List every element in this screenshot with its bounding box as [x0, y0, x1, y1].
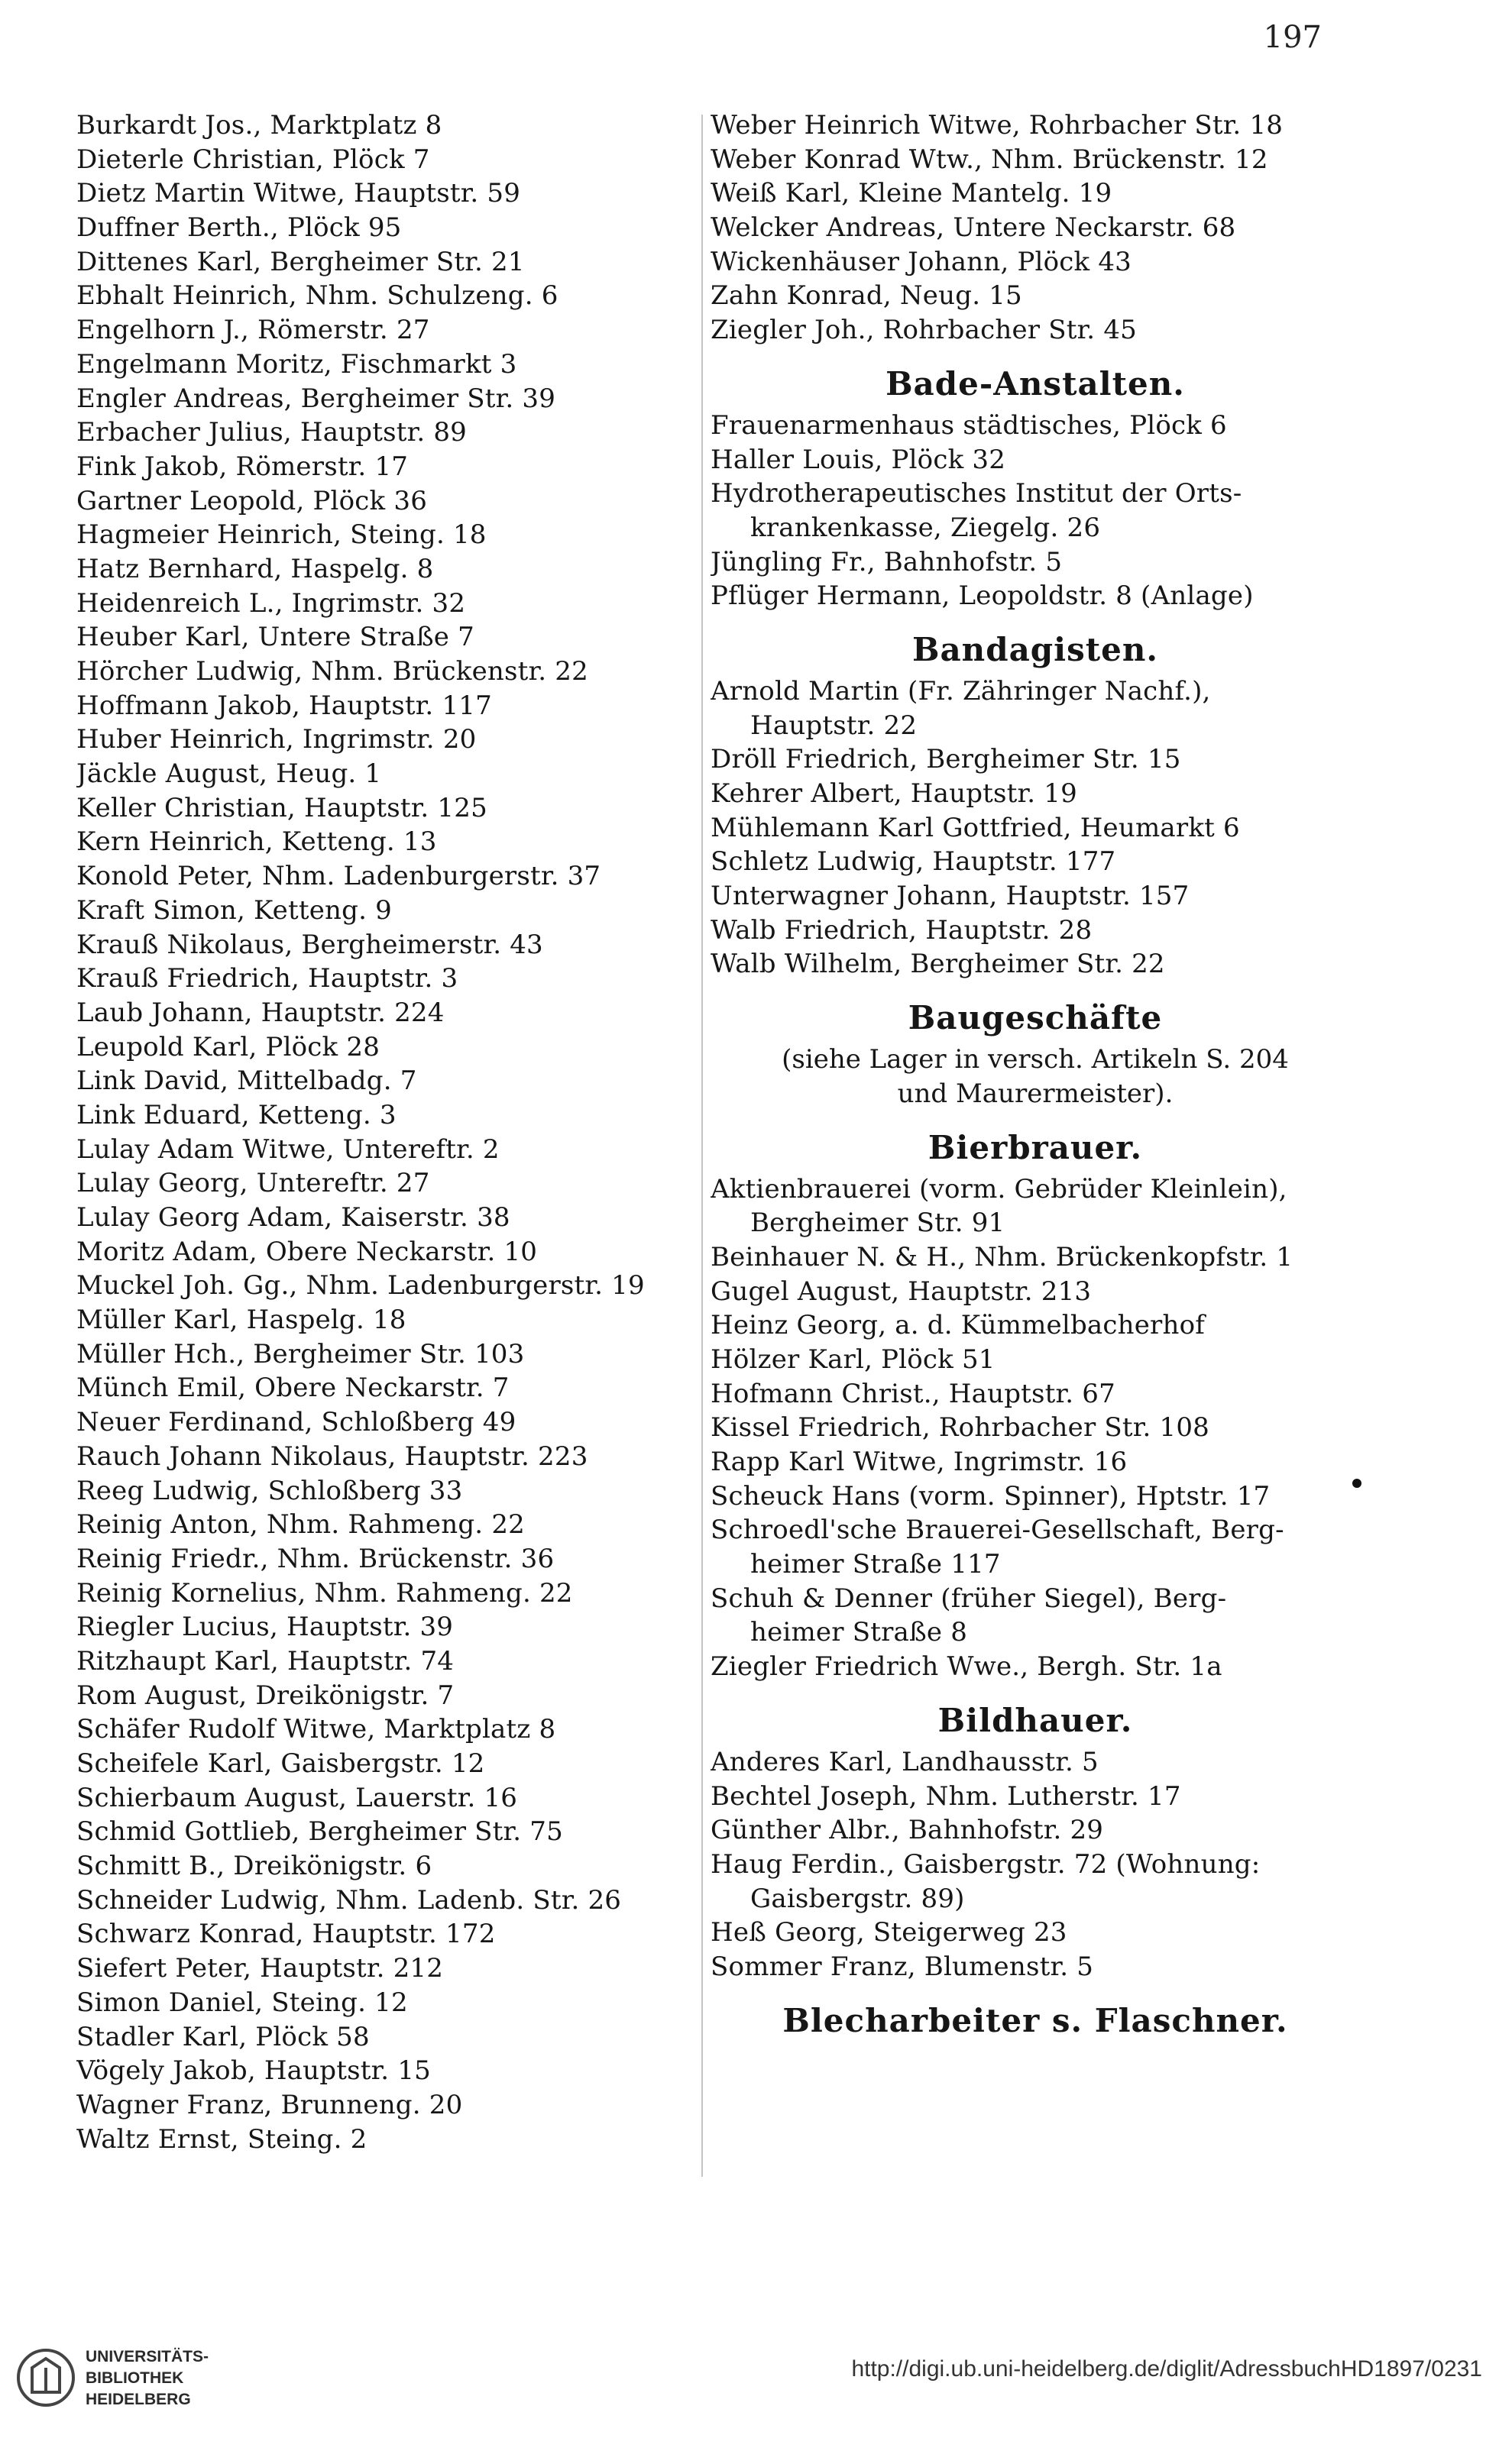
directory-entry: Kissel Friedrich, Rohrbacher Str. 108	[711, 1412, 1210, 1444]
directory-entry: Engelmann Moritz, Fischmarkt 3	[76, 348, 517, 380]
directory-entry: Weber Heinrich Witwe, Rohrbacher Str. 18	[711, 110, 1284, 141]
directory-entry: Dietz Martin Witwe, Hauptstr. 59	[76, 178, 521, 209]
directory-entry: Heidenreich L., Ingrimstr. 32	[76, 587, 466, 619]
directory-entry: Heinz Georg, a. d. Kümmelbacherhof	[711, 1310, 1206, 1341]
directory-entry: Scheifele Karl, Gaisbergstr. 12	[76, 1748, 485, 1779]
directory-entry: Zahn Konrad, Neug. 15	[711, 280, 1022, 312]
section-note: (siehe Lager in versch. Artikeln S. 204	[782, 1044, 1289, 1075]
directory-entry: Aktienbrauerei (vorm. Gebrüder Kleinlein),	[711, 1173, 1287, 1205]
directory-entry: krankenkasse, Ziegelg. 26	[750, 512, 1101, 543]
directory-entry: Link Eduard, Ketteng. 3	[76, 1099, 397, 1130]
right-column	[711, 108, 1360, 2045]
directory-entry: Anderes Karl, Landhausstr. 5	[711, 1746, 1099, 1777]
directory-entry: Schäfer Rudolf Witwe, Marktplatz 8	[76, 1714, 556, 1745]
directory-entry: Walb Wilhelm, Bergheimer Str. 22	[711, 949, 1165, 980]
closing-heading: Blecharbeiter s. Flaschner.	[782, 2001, 1288, 2039]
directory-entry: Dröll Friedrich, Bergheimer Str. 15	[711, 744, 1181, 775]
directory-entry: Hatz Bernhard, Haspelg. 8	[76, 553, 434, 584]
directory-entry: Münch Emil, Obere Neckarstr. 7	[76, 1373, 510, 1404]
directory-entry: Schletz Ludwig, Hauptstr. 177	[711, 846, 1116, 878]
library-logo-text	[86, 2346, 209, 2411]
directory-entry: Stadler Karl, Plöck 58	[76, 2021, 370, 2052]
directory-entry: Lulay Adam Witwe, Untereftr. 2	[76, 1133, 500, 1165]
directory-entry: Siefert Peter, Hauptstr. 212	[76, 1953, 444, 1984]
directory-entry: Bechtel Joseph, Nhm. Lutherstr. 17	[711, 1780, 1181, 1812]
library-logo-icon	[15, 2345, 76, 2411]
directory-entry: Schwarz Konrad, Hauptstr. 172	[76, 1919, 496, 1950]
directory-entry: Laub Johann, Hauptstr. 224	[76, 997, 445, 1028]
directory-entry: Hauptstr. 22	[750, 710, 918, 741]
directory-entry: Lulay Georg, Untereftr. 27	[76, 1168, 430, 1199]
directory-entry: Sommer Franz, Blumenstr. 5	[711, 1951, 1094, 1982]
page-number: 197	[1263, 20, 1322, 55]
directory-entry: Reinig Kornelius, Nhm. Rahmeng. 22	[76, 1577, 573, 1609]
section-heading: Bildhauer.	[937, 1701, 1133, 1739]
directory-entry: Hofmann Christ., Hauptstr. 67	[711, 1378, 1115, 1409]
directory-entry: Haug Ferdin., Gaisbergstr. 72 (Wohnung:	[711, 1848, 1261, 1880]
directory-entry: Reinig Anton, Nhm. Rahmeng. 22	[76, 1509, 525, 1541]
directory-entry: Neuer Ferdinand, Schloßberg 49	[76, 1407, 516, 1438]
section-heading: Baugeschäfte	[908, 999, 1163, 1037]
directory-entry: Schmid Gottlieb, Bergheimer Str. 75	[76, 1816, 563, 1848]
directory-entry: Reeg Ludwig, Schloßberg 33	[76, 1475, 463, 1506]
directory-entry: Gugel August, Hauptstr. 213	[711, 1276, 1092, 1307]
directory-entry: Engelhorn J., Römerstr. 27	[76, 315, 430, 346]
directory-entry: Lulay Georg Adam, Kaiserstr. 38	[76, 1202, 510, 1233]
directory-entry: Simon Daniel, Steing. 12	[76, 1987, 408, 2018]
directory-entry: Frauenarmenhaus städtisches, Plöck 6	[711, 409, 1227, 441]
directory-entry: Kern Heinrich, Ketteng. 13	[76, 826, 437, 858]
directory-entry: Engler Andreas, Bergheimer Str. 39	[76, 383, 556, 414]
logo-line: BIBLIOTHEK	[86, 2369, 184, 2387]
library-logo	[15, 2339, 336, 2423]
directory-entry: Schroedl'sche Brauerei-Gesellschaft, Berg-	[711, 1515, 1284, 1546]
directory-entry: Müller Hch., Bergheimer Str. 103	[76, 1338, 525, 1369]
section-heading: Bade-Anstalten.	[885, 364, 1185, 403]
directory-entry: Walb Friedrich, Hauptstr. 28	[711, 914, 1093, 946]
directory-entry: Wickenhäuser Johann, Plöck 43	[711, 246, 1132, 277]
directory-entry: Ziegler Friedrich Wwe., Bergh. Str. 1a	[711, 1651, 1222, 1683]
directory-entry: Rom August, Dreikönigstr. 7	[76, 1680, 455, 1711]
directory-entry: Hagmeier Heinrich, Steing. 18	[76, 519, 487, 551]
directory-entry: Hörcher Ludwig, Nhm. Brückenstr. 22	[76, 656, 588, 687]
directory-entry: Hölzer Karl, Plöck 51	[711, 1344, 996, 1375]
directory-entry: Hoffmann Jakob, Hauptstr. 117	[76, 690, 492, 721]
directory-entry: Hydrotherapeutisches Institut der Orts-	[711, 478, 1242, 509]
directory-entry: Jüngling Fr., Bahnhofstr. 5	[711, 546, 1063, 577]
directory-entry: Mühlemann Karl Gottfried, Heumarkt 6	[711, 812, 1240, 843]
directory-entry: Ebhalt Heinrich, Nhm. Schulzeng. 6	[76, 280, 558, 312]
section-heading: Bandagisten.	[911, 630, 1159, 668]
directory-entry: Ritzhaupt Karl, Hauptstr. 74	[76, 1645, 455, 1677]
directory-entry: Dittenes Karl, Bergheimer Str. 21	[76, 246, 525, 277]
directory-entry: Bergheimer Str. 91	[750, 1208, 1005, 1239]
directory-entry: Scheuck Hans (vorm. Spinner), Hptstr. 17	[711, 1480, 1271, 1512]
directory-entry: Ziegler Joh., Rohrbacher Str. 45	[711, 315, 1137, 346]
directory-entry: Vögely Jakob, Hauptstr. 15	[76, 2055, 431, 2087]
logo-line: UNIVERSITÄTS-	[86, 2348, 209, 2365]
directory-entry: Krauß Friedrich, Hauptstr. 3	[76, 963, 458, 994]
directory-entry: Weber Konrad Wtw., Nhm. Brückenstr. 12	[711, 144, 1268, 175]
directory-entry: Reinig Friedr., Nhm. Brückenstr. 36	[76, 1543, 555, 1574]
directory-entry: Huber Heinrich, Ingrimstr. 20	[76, 724, 477, 755]
directory-entry: Günther Albr., Bahnhofstr. 29	[711, 1815, 1104, 1846]
directory-entry: Moritz Adam, Obere Neckarstr. 10	[76, 1236, 538, 1267]
directory-entry: Pflüger Hermann, Leopoldstr. 8 (Anlage)	[711, 580, 1254, 612]
ink-dot-mark	[1352, 1479, 1361, 1488]
directory-entry: Müller Karl, Haspelg. 18	[76, 1305, 406, 1336]
left-column	[76, 108, 711, 2156]
directory-entry: Dieterle Christian, Plöck 7	[76, 144, 430, 175]
directory-entry: Haller Louis, Plöck 32	[711, 444, 1006, 475]
directory-entry: Muckel Joh. Gg., Nhm. Ladenburgerstr. 19	[76, 1270, 645, 1302]
directory-entry: Rauch Johann Nikolaus, Hauptstr. 223	[76, 1441, 588, 1472]
directory-entry: Schneider Ludwig, Nhm. Ladenb. Str. 26	[76, 1884, 622, 1916]
directory-entry: Heß Georg, Steigerweg 23	[711, 1917, 1067, 1948]
directory-entry: Heuber Karl, Untere Straße 7	[76, 622, 474, 653]
section-note: und Maurermeister).	[897, 1078, 1174, 1109]
directory-entry: Wagner Franz, Brunneng. 20	[76, 2089, 463, 2120]
directory-entry: Konold Peter, Nhm. Ladenburgerstr. 37	[76, 861, 601, 892]
directory-entry: Duffner Berth., Plöck 95	[76, 212, 402, 244]
directory-entry: heimer Straße 117	[750, 1549, 1001, 1580]
directory-entry: Burkardt Jos., Marktplatz 8	[76, 110, 442, 141]
directory-entry: Krauß Nikolaus, Bergheimerstr. 43	[76, 929, 543, 960]
section-heading: Bierbrauer.	[928, 1128, 1143, 1166]
directory-entry: Leupold Karl, Plöck 28	[76, 1031, 380, 1062]
directory-entry: Arnold Martin (Fr. Zähringer Nachf.),	[711, 675, 1211, 707]
directory-entry: Schmitt B., Dreikönigstr. 6	[76, 1851, 432, 1882]
directory-entry: Welcker Andreas, Untere Neckarstr. 68	[711, 212, 1236, 244]
directory-entry: Gaisbergstr. 89)	[750, 1883, 965, 1914]
directory-entry: Keller Christian, Hauptstr. 125	[76, 792, 487, 823]
directory-entry: Weiß Karl, Kleine Mantelg. 19	[711, 178, 1112, 209]
directory-entry: heimer Straße 8	[750, 1617, 968, 1648]
directory-entry: Riegler Lucius, Hauptstr. 39	[76, 1612, 454, 1643]
logo-line: HEIDELBERG	[86, 2391, 191, 2408]
directory-entry: Erbacher Julius, Hauptstr. 89	[76, 417, 468, 448]
directory-entry: Fink Jakob, Römerstr. 17	[76, 451, 409, 482]
directory-entry: Rapp Karl Witwe, Ingrimstr. 16	[711, 1447, 1128, 1478]
directory-entry: Schierbaum August, Lauerstr. 16	[76, 1782, 518, 1813]
directory-entry: Jäckle August, Heug. 1	[76, 758, 382, 790]
directory-entry: Beinhauer N. & H., Nhm. Brückenkopfstr. 1	[711, 1241, 1293, 1272]
source-url: http://digi.ub.uni-heidelberg.de/diglit/AdressbuchHD1897/0231	[851, 2356, 1482, 2382]
directory-entry: Waltz Ernst, Steing. 2	[76, 2123, 367, 2155]
directory-entry: Kraft Simon, Ketteng. 9	[76, 894, 392, 926]
directory-entry: Gartner Leopold, Plöck 36	[76, 485, 428, 516]
directory-entry: Link David, Mittelbadg. 7	[76, 1065, 417, 1097]
directory-entry: Kehrer Albert, Hauptstr. 19	[711, 778, 1077, 809]
directory-entry: Unterwagner Johann, Hauptstr. 157	[711, 881, 1190, 912]
directory-entry: Schuh & Denner (früher Siegel), Berg-	[711, 1583, 1227, 1614]
